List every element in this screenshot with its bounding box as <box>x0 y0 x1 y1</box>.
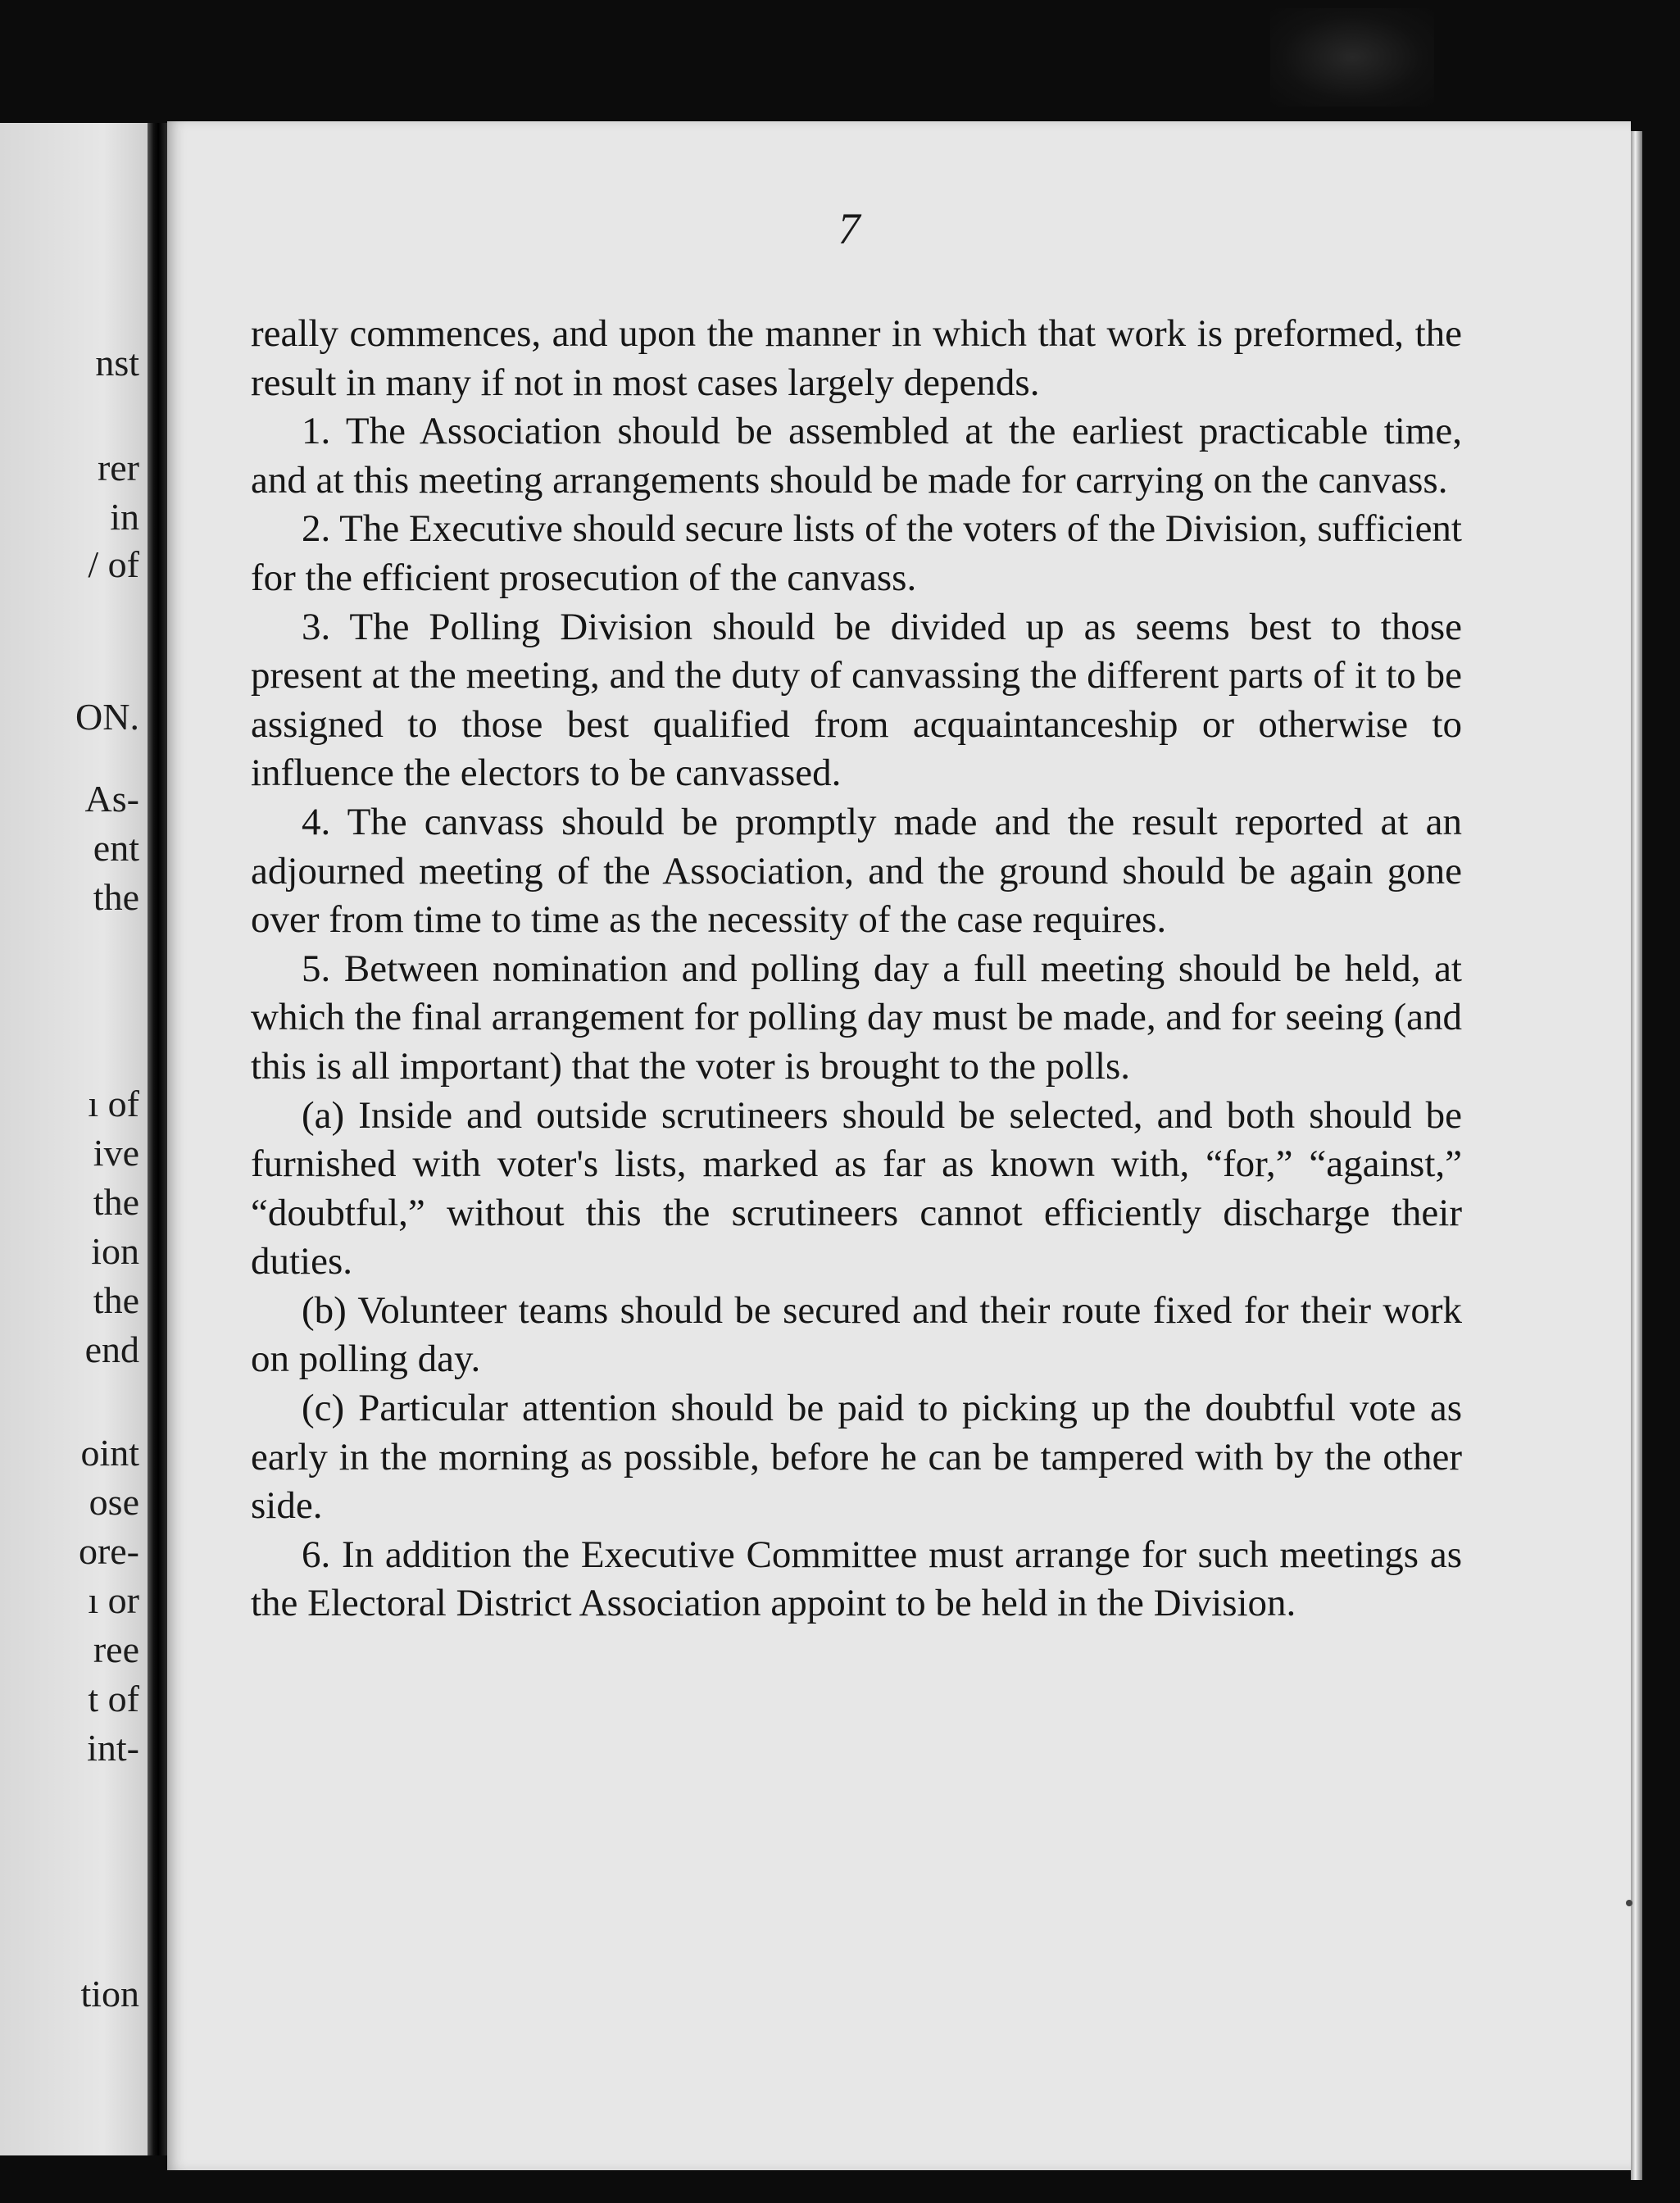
previous-page-text-fragment: rer <box>97 447 139 488</box>
previous-page-text-fragment: the <box>93 1279 139 1321</box>
previous-page-text-fragment: in <box>110 496 139 538</box>
previous-page-text-fragment: ON. <box>75 696 139 738</box>
previous-page-text-fragment: / of <box>88 543 139 585</box>
paragraph: 4. The canvass should be promptly made and the result reported at an adjourned meeting of the Association, and the ground should be again gone over from time to time as the necessity of the case requires. <box>251 800 1462 942</box>
paragraph: 6. In addition the Executive Committee must arrange for such meetings as the Electoral District Association appoint to be held in the Division. <box>251 1533 1462 1625</box>
previous-page-text-fragment: t of <box>88 1678 139 1719</box>
paragraph: 1. The Association should be assembled at the earliest practicable time, and at this meeting arrangements should be made for carrying on the canvass. <box>251 410 1462 502</box>
previous-page-text-fragment: tion <box>80 1973 139 2014</box>
previous-page-text-fragment: ı or <box>88 1579 139 1621</box>
previous-page-text-fragment: end <box>84 1329 139 1370</box>
previous-page-text-fragment: ent <box>93 827 139 869</box>
page-edge <box>1631 131 1642 2180</box>
previous-page-text-fragment: ive <box>93 1132 139 1174</box>
paragraph: (c) Particular attention should be paid to picking up the doubtful vote as early in the morning as possible, before he can be tampered with by the other side. <box>251 1387 1462 1528</box>
paragraph: 5. Between nomination and polling day a full meeting should be held, at which the final arrangement for polling day must be made, and for seeing (and this is all important) that the voter is brought to the polls. <box>251 947 1462 1088</box>
previous-page-text-fragment: the <box>93 876 139 918</box>
previous-page-text-fragment: oint <box>80 1432 139 1474</box>
previous-page-text-fragment: ore- <box>78 1530 139 1572</box>
previous-page-text-fragment: ı of <box>88 1083 139 1124</box>
previous-page-text-fragment: ose <box>89 1481 139 1523</box>
previous-page-text-fragment: nst <box>95 342 139 384</box>
scan-speck <box>1626 1900 1632 1906</box>
paragraph: 3. The Polling Division should be divided up as seems best to those present at the meeting, and the duty of canvassing the different parts of it to be assigned to those best qualified from acquaintanceship or otherwise to influence the electors to be canvassed. <box>251 605 1462 795</box>
paragraph: 2. The Executive should secure lists of the voters of the Division, sufficient for the efficient prosecution of the canvass. <box>251 507 1462 599</box>
previous-page-text-fragment: the <box>93 1181 139 1223</box>
previous-page-fragment <box>0 123 148 2155</box>
scanner-background <box>1270 8 1434 107</box>
body-text <box>251 310 1462 1628</box>
previous-page-text-fragment: int- <box>87 1727 139 1769</box>
paragraph: really commences, and upon the manner in which that work is preformed, the result in many if not in most cases largely depends. <box>251 312 1462 404</box>
page-number: 7 <box>838 204 860 253</box>
previous-page-text-fragment: As- <box>84 778 139 820</box>
previous-page-text-fragment: ion <box>91 1230 139 1272</box>
previous-page-text-fragment: ree <box>93 1628 139 1670</box>
paragraph: (b) Volunteer teams should be secured and their route fixed for their work on polling day. <box>251 1288 1462 1381</box>
book-gutter <box>148 123 167 2155</box>
paragraph: (a) Inside and outside scrutineers should be selected, and both should be furnished with voter's lists, marked as far as known with, “for,” “against,” “doubtful,” without this the scrutineers cannot efficiently discharge their duties. <box>251 1093 1462 1283</box>
